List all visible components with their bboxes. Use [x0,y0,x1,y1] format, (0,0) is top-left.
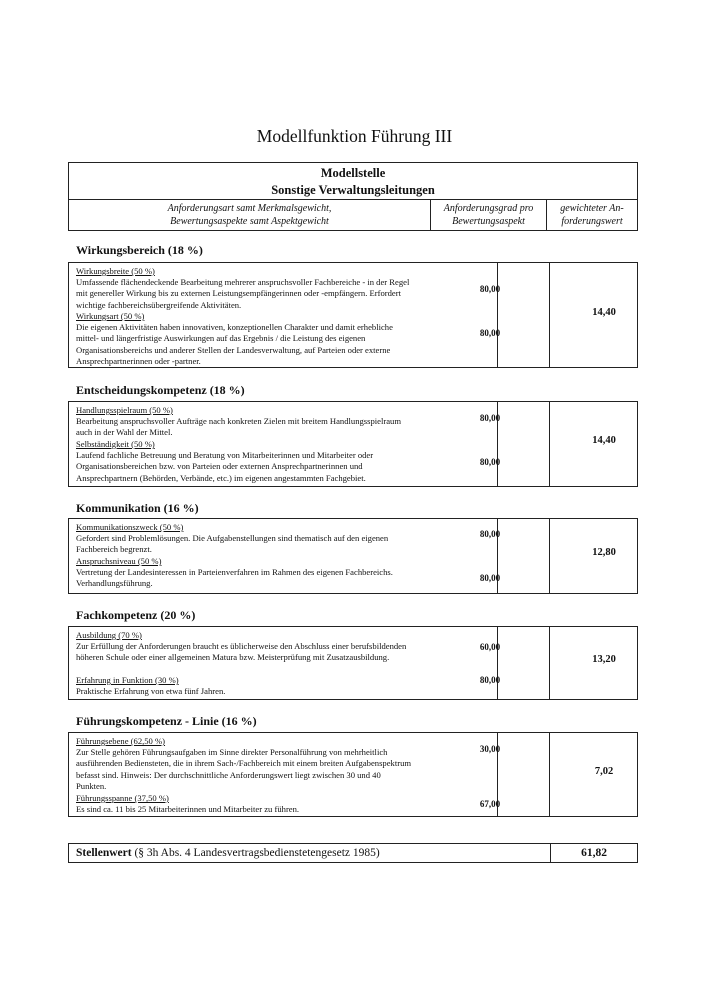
aspect-name: Wirkungsart (50 %) [76,311,145,321]
aspect-grade: 80,00 [479,529,501,539]
header-line-1: Modellstelle [320,166,386,180]
total-label-bold: Stellenwert [76,847,132,859]
aspect [76,266,412,311]
aspect-name: Führungsebene (62,50 %) [76,736,166,746]
column-divider [497,627,498,699]
column-header-grade [431,200,547,230]
column-header-weighted [547,200,637,230]
aspect-text: Es sind ca. 11 bis 25 Mitarbeiterinnen und Mitarbeiter zu führen. [76,804,300,815]
total-label-rest: (§ 3h Abs. 4 Landesvertragsbedienstetengesetz 1985) [131,847,380,859]
section-table [68,732,638,817]
aspect-grade: 80,00 [479,328,501,338]
aspect-name: Erfahrung in Funktion (30 %) [76,675,179,685]
aspect-text: Praktische Erfahrung von etwa fünf Jahren. [76,686,226,697]
aspect [76,630,412,664]
column-header-line: Anforderungsgrad pro [443,203,534,214]
page-title: Modellfunktion Führung III [256,126,453,146]
aspect-text: Zur Stelle gehören Führungsaufgaben im Sinne direkter Personalführung von mehrheitlich ausführenden Bediensteten, die in ihrem Sach-/Fachbereich mit einem breiten Aufgabenspektrum befasst sind. Hinweis: Der durchschnittliche Anforderungswert liegt zwischen 30 und 40 Punkten. [76,747,412,791]
aspect-grade: 60,00 [479,642,501,652]
table-header-title [68,162,638,200]
section-table [68,401,638,487]
weighted-value: 7,02 [594,766,614,777]
aspect-text: Die eigenen Aktivitäten haben innovativen, konzeptionellen Charakter und damit erhebliche mittel- und längerfristige Auswirkungen auf das Ergebnis / die Leistung des eigenen Organisationsbereichs und anderer Stellen der Landesverwaltung, auf Parteien oder externe Ansprechpartnerinnen oder -partner. [76,322,393,366]
total-label [69,844,551,862]
total-value: 61,82 [581,847,607,859]
aspect [76,556,412,590]
aspect-name: Selbständigkeit (50 %) [76,439,155,449]
aspect-name: Führungsspanne (37,50 %) [76,793,169,803]
aspect-text: Umfassende flächendeckende Bearbeitung mehrerer anspruchsvoller Fachbereiche - in der Regel mit genereller Wirkung bis zu externen Leistungsempfängerinnen oder -empfängern. Erfordert wichtige fachbereichsübergreifende Aktivitäten. [76,277,410,310]
aspect-grade: 30,00 [479,744,501,754]
aspect [76,793,412,815]
aspect-text: Bearbeitung anspruchsvoller Aufträge nach konkreten Zielen mit breitem Handlungsspielraum auch in der Wahl der Mittel. [76,416,402,438]
column-header-line: forderungswert [561,215,623,227]
total-row [68,843,638,863]
column-header-line: Anforderungsart samt Merkmalsgewicht, [167,203,332,214]
section-table [68,518,638,594]
aspect [76,522,412,556]
weighted-value: 13,20 [592,654,616,665]
aspect-text: Zur Erfüllung der Anforderungen braucht es üblicherweise den Abschluss einer berufsbildenden höheren Schule oder einer allgemeinen Matura bzw. Meisterprüfung mit Zusatzausbildung. [76,641,407,663]
aspect-name: Wirkungsbreite (50 %) [76,266,155,276]
weighted-value: 14,40 [592,435,616,446]
section-title: Führungskompetenz - Linie (16 %) [76,714,257,728]
aspect-name: Ausbildung (70 %) [76,630,142,640]
aspect-text: Laufend fachliche Betreuung und Beratung von Mitarbeiterinnen und Mitarbeiter oder Organisationsbereichen bzw. von Parteien oder externen Ansprechpartnerinnen und Ansprechpartnern (Behörden, Verbände, etc.) im eigenen angestammten Fachgebiet. [76,450,374,483]
aspect-grade: 80,00 [479,457,501,467]
table-header-columns [68,199,638,231]
aspect-name: Handlungsspielraum (50 %) [76,405,173,415]
aspect-text: Gefordert sind Problemlösungen. Die Aufgabenstellungen sind thematisch auf den eigenen Fachbereich begrenzt. [76,533,389,555]
aspect [76,675,412,697]
column-header-line: gewichteter An- [560,203,624,214]
section-table [68,626,638,700]
weighted-value: 14,40 [592,307,616,318]
section-title: Kommunikation (16 %) [76,501,199,515]
section-title: Fachkompetenz (20 %) [76,608,196,622]
aspect-grade: 80,00 [479,284,501,294]
aspect-name: Anspruchsniveau (50 %) [76,556,162,566]
weighted-value: 12,80 [592,547,616,558]
column-divider [497,263,498,367]
aspect-grade: 80,00 [479,573,501,583]
aspect [76,311,412,367]
aspect [76,736,412,792]
aspect-name: Kommunikationszweck (50 %) [76,522,184,532]
aspect-grade: 67,00 [479,799,501,809]
aspect [76,405,412,439]
aspect [76,439,412,484]
section-table [68,262,638,368]
aspect-grade: 80,00 [479,675,501,685]
header-line-2: Sonstige Verwaltungsleitungen [271,183,435,197]
column-header-requirement [69,200,431,230]
aspect-text: Vertretung der Landesinteressen in Parteienverfahren im Rahmen des eigenen Fachbereichs. Verhandlungsführung. [76,567,393,589]
column-header-line: Bewertungsaspekte samt Aspektgewicht [170,215,329,227]
column-header-line: Bewertungsaspekt [452,215,525,227]
section-title: Wirkungsbereich (18 %) [76,243,203,257]
aspect-grade: 80,00 [479,413,501,423]
section-title: Entscheidungskompetenz (18 %) [76,383,245,397]
